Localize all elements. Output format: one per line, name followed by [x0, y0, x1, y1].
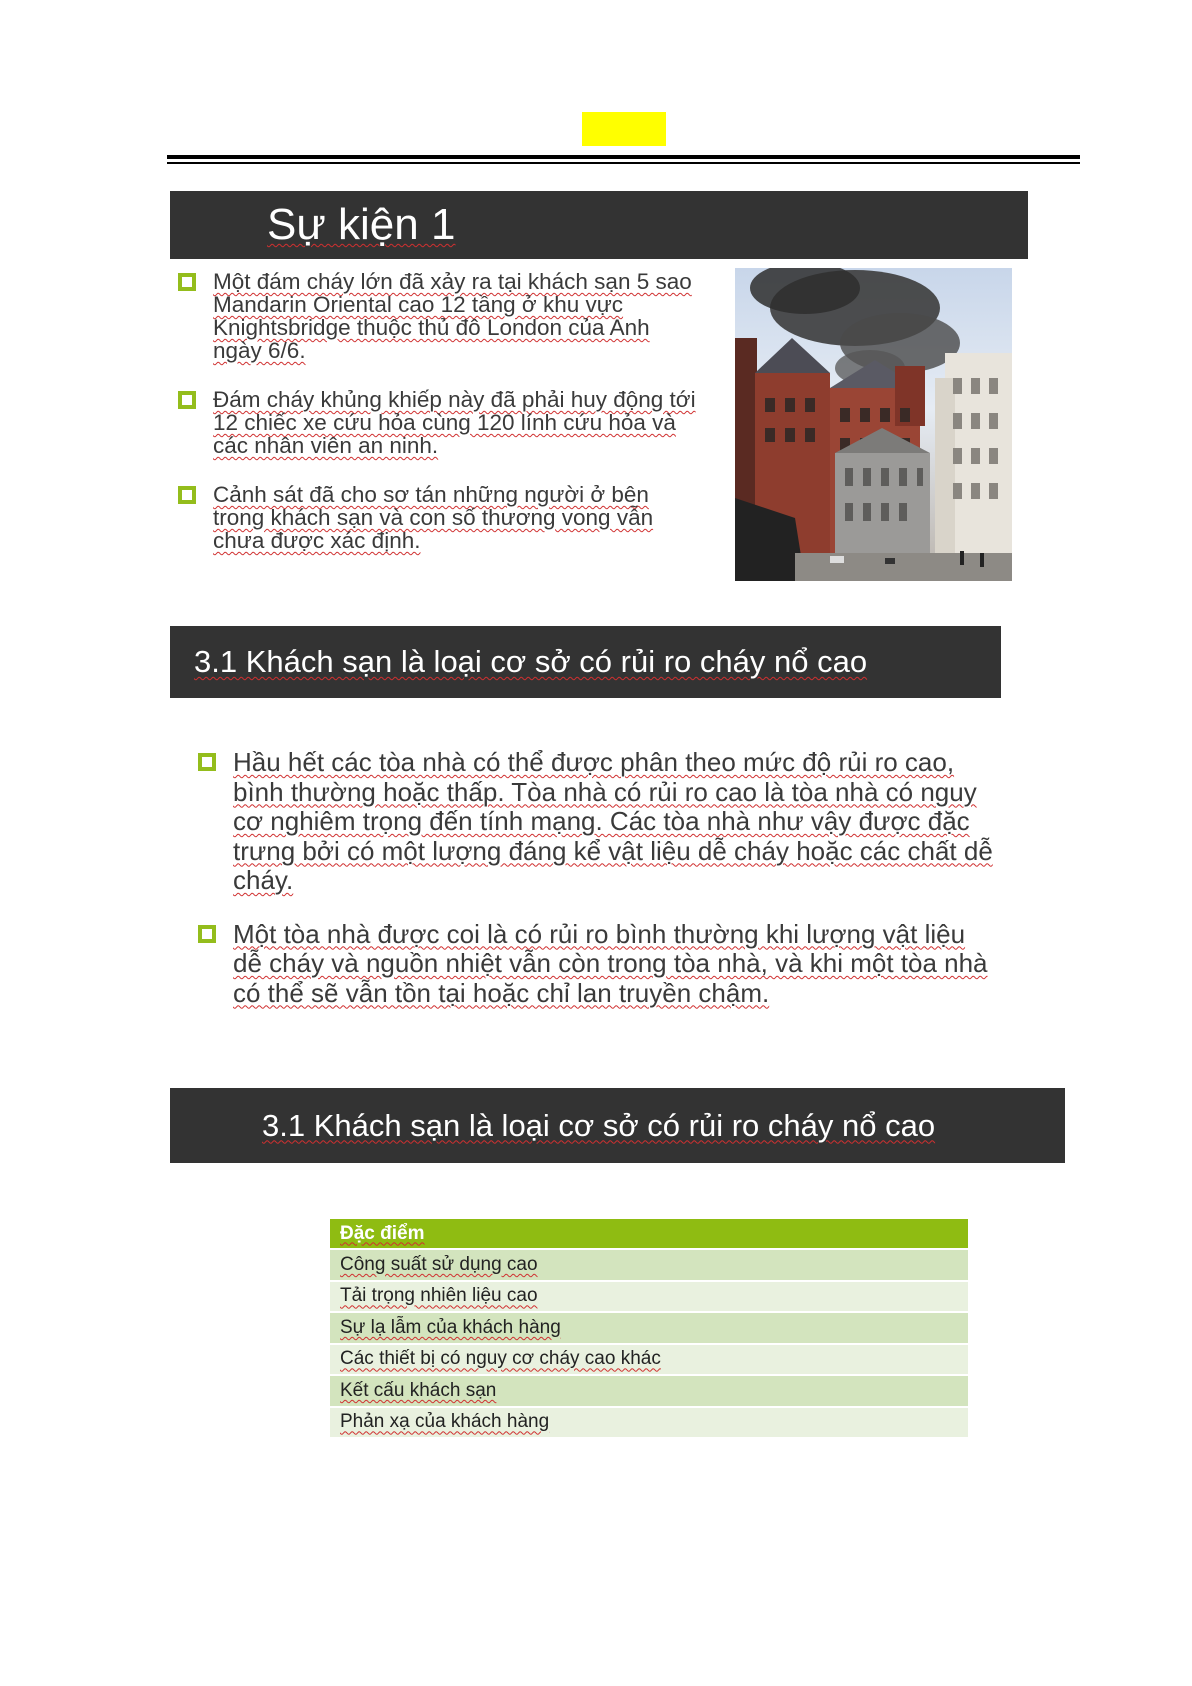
table-header-row — [330, 1219, 968, 1249]
table-cell — [330, 1249, 968, 1281]
hotel-fire-photo — [735, 268, 1012, 581]
table-cell — [330, 1281, 968, 1313]
list-item — [178, 388, 698, 457]
table-header-text: Đặc điểm — [340, 1222, 425, 1244]
table-cell-text: Tải trọng nhiên liệu cao — [340, 1285, 538, 1307]
table-cell — [330, 1312, 968, 1344]
table-cell — [330, 1375, 968, 1407]
table-cell — [330, 1344, 968, 1376]
list-item — [178, 483, 698, 552]
risk-bullet-text: Một tòa nhà được coi là có rủi ro bình thường khi lượng vật liệu dễ cháy và nguồn nhiệt vẫn còn trong tòa nhà, và khi một tòa nhà có thể sẽ vẫn tồn tại hoặc chỉ lan truyền chậm. — [233, 918, 988, 1008]
risk-bullet-list — [198, 748, 998, 1032]
table-cell-text: Công suất sử dụng cao — [340, 1253, 538, 1275]
square-bullet-icon — [198, 925, 216, 943]
square-bullet-icon — [178, 391, 196, 409]
event-slide-title-bar — [170, 191, 1028, 259]
list-item — [198, 748, 998, 896]
list-item — [178, 270, 698, 362]
table-row — [330, 1375, 968, 1407]
table-slide-title: 3.1 Khách sạn là loại cơ sở có rủi ro cháy nổ cao — [262, 1107, 936, 1143]
table-cell — [330, 1407, 968, 1439]
table-row — [330, 1249, 968, 1281]
event-bullet-text: Đám cháy khủng khiếp này đã phải huy động tới 12 chiếc xe cứu hỏa cùng 120 lính cứu hỏa và các nhân viên an ninh. — [213, 387, 696, 458]
header-rule-thin — [167, 162, 1080, 164]
risk-slide-title-bar — [170, 626, 1001, 698]
table-cell-text: Sự lạ lẫm của khách hàng — [340, 1316, 561, 1338]
square-bullet-icon — [178, 486, 196, 504]
event-bullet-text: Cảnh sát đã cho sơ tán những người ở bên trong khách sạn và con số thương vong vẫn chưa được xác định. — [213, 482, 654, 553]
table-row — [330, 1344, 968, 1376]
list-item — [198, 920, 998, 1009]
risk-slide-title: 3.1 Khách sạn là loại cơ sở có rủi ro cháy nổ cao — [194, 644, 868, 679]
event-bullet-list — [178, 270, 698, 578]
hotel-fire-photo-illustration — [735, 268, 1012, 581]
table-slide-title-bar — [170, 1088, 1065, 1163]
header-rule-thick — [167, 155, 1080, 159]
table-header-cell — [330, 1219, 968, 1249]
event-bullet-text: Một đám cháy lớn đã xảy ra tại khách sạn 5 sao Mandarin Oriental cao 12 tầng ở khu vực Knightsbridge thuộc thủ đô London của Anh ngày 6/6. — [213, 269, 692, 363]
table-row — [330, 1407, 968, 1439]
event-slide-title: Sự kiện 1 — [267, 200, 456, 249]
features-table — [330, 1219, 968, 1439]
table-cell-text: Các thiết bị có nguy cơ cháy cao khác — [340, 1348, 661, 1370]
yellow-highlight-box — [582, 112, 666, 146]
square-bullet-icon — [178, 273, 196, 291]
table-cell-text: Phản xạ của khách hàng — [340, 1411, 550, 1433]
risk-bullet-text: Hầu hết các tòa nhà có thể được phân theo mức độ rủi ro cao, bình thường hoặc thấp. Tòa nhà có rủi ro cao là tòa nhà có nguy cơ nghiêm trọng đến tính mạng. Các tòa nhà như vậy được đặc trưng bởi có một lượng đáng kể vật liệu dễ cháy hoặc các chất dễ cháy. — [233, 747, 993, 895]
square-bullet-icon — [198, 753, 216, 771]
table-cell-text: Kết cấu khách sạn — [340, 1379, 497, 1401]
table-row — [330, 1312, 968, 1344]
table-row — [330, 1281, 968, 1313]
